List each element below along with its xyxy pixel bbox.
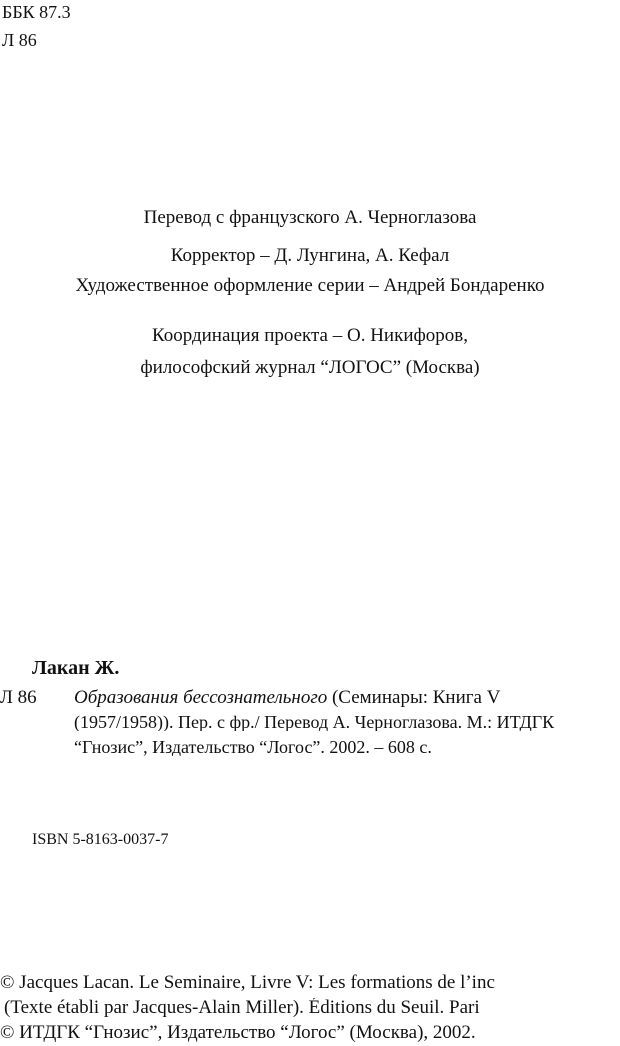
author-heading: Лакан Ж. <box>32 657 120 679</box>
corrector-credit: Корректор – Д. Лунгина, А. Кефал <box>170 245 450 266</box>
design-credit: Художественное оформление серии – Андрей Бондаренко <box>75 275 545 296</box>
journal-credit: философский журнал “ЛОГОС” (Москва) <box>140 357 480 378</box>
isbn: ISBN 5-8163-0037-7 <box>32 831 169 848</box>
coordination-credit: Координация проекта – О. Никифоров, <box>151 325 469 346</box>
copyright-translation: © ИТДГК “Гнозис”, Издательство “Логос” (Москва), 2002. <box>0 1023 476 1042</box>
copyright-edition: (Texte établi par Jacques-Alain Miller). Éditions du Seuil. Pari <box>4 998 480 1017</box>
publication-line: (1957/1958)). Пер. с фр./ Перевод А. Черноглазова. М.: ИТДГК <box>74 713 555 731</box>
bbk-code: ББК 87.3 <box>2 2 71 22</box>
classification-code: Л 86 <box>2 30 37 50</box>
bibliographic-code: Л 86 <box>0 687 37 708</box>
book-title: Образования бессознательного <box>74 688 328 707</box>
copyright-original: © Jacques Lacan. Le Seminaire, Livre V: Les formations de l’inc <box>0 973 495 992</box>
bibliographic-title-line <box>74 688 620 707</box>
publisher-line: “Гнозис”, Издательство “Логос”. 2002. – 608 с. <box>74 738 432 756</box>
translation-credit: Перевод с французского А. Черноглазова <box>143 207 477 228</box>
series-info: (Семинары: Книга V <box>327 688 501 707</box>
